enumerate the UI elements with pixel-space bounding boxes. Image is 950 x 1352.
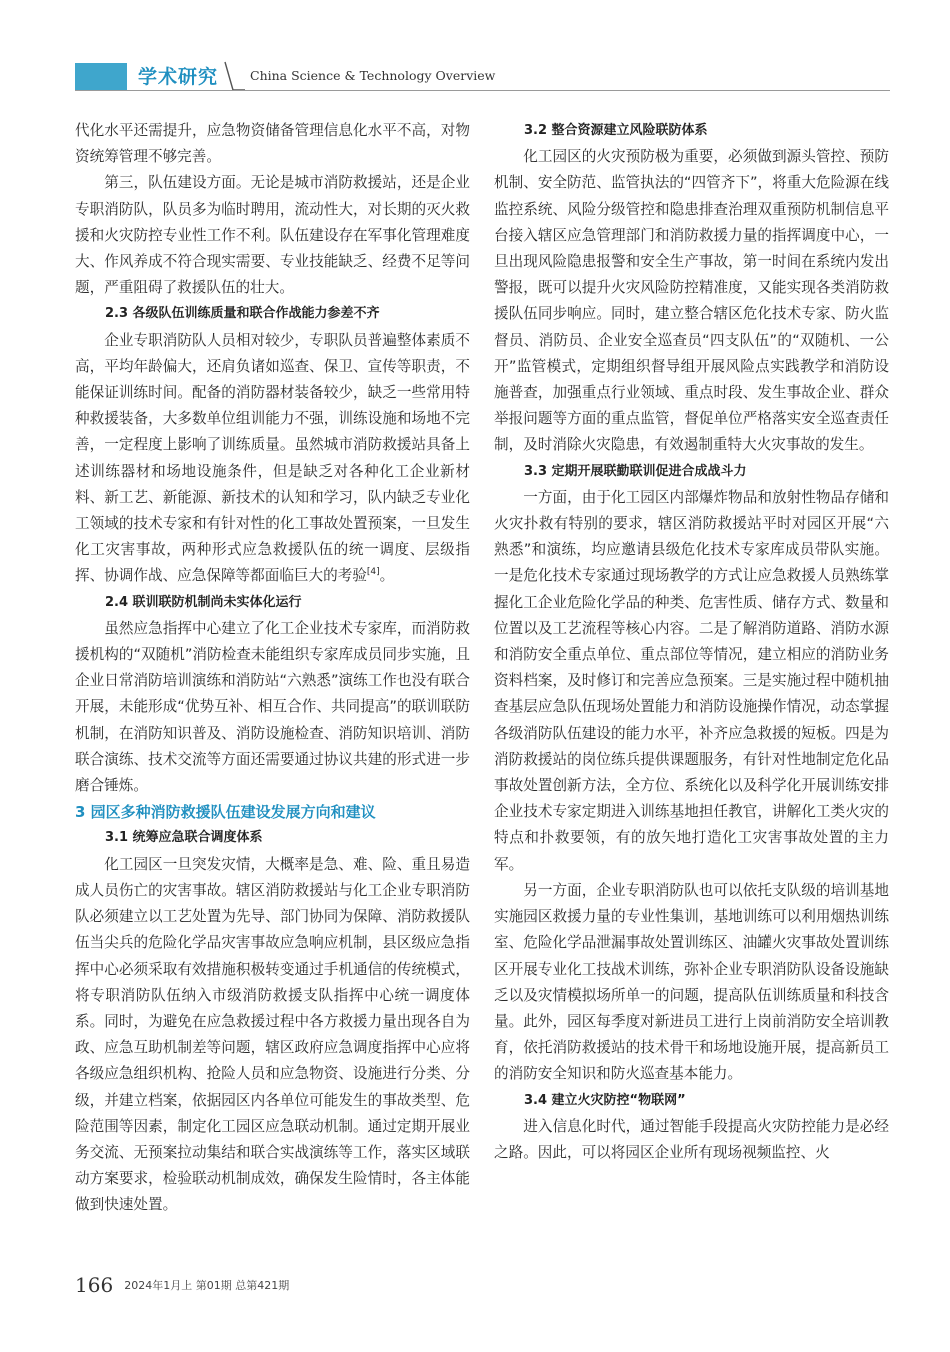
- paragraph: 另一方面，企业专职消防队也可以依托支队级的培训基地实施园区救援力量的专业性集训，基地训练可以利用烟热训练室、危险化学品泄漏事故处置训练区、油罐火灾事故处置训练区开展专业化工技战术训练，弥补企业专职消防队设备设施缺乏以及灾情模拟场所单一的问题，提高队伍训练质量和科技含量。此外，园区每季度对新进员工进行上岗前消防安全培训教育，依托消防救援站的技术骨干和场地设施开展，提高新员工的消防安全知识和防火巡查基本能力。: [494, 881, 889, 1083]
- journal-section-title: 学术研究: [138, 66, 219, 88]
- section-heading-3-4: 3.4 建立火灾防控“物联网”: [524, 1092, 686, 1108]
- issue-info: 2024年1月上 第01期 总第421期: [124, 1279, 290, 1292]
- header-color-block: [75, 63, 127, 90]
- left-column: [75, 118, 470, 1219]
- paragraph: 进入信息化时代，通过智能手段提高火灾防控能力是必经之路。因此，可以将园区企业所有现场视频监控、火: [494, 1117, 889, 1161]
- journal-name: China Science & Technology Overview: [250, 68, 496, 83]
- page-footer: [75, 1273, 289, 1297]
- header-rule: [75, 90, 890, 91]
- paragraph: [75, 328, 470, 590]
- section-heading-3: 3 园区多种消防救援队伍建设发展方向和建议: [75, 803, 376, 822]
- section-heading-3-1: 3.1 统筹应急联合调度体系: [105, 830, 263, 846]
- section-heading-3-3: 3.3 定期开展联勤联训促进合成战斗力: [524, 463, 747, 479]
- page-number: 166: [75, 1273, 114, 1297]
- paragraph: 一方面，由于化工园区内部爆炸物品和放射性物品存储和火灾扑救有特别的要求，辖区消防救援站平时对园区开展“六熟悉”和演练，均应邀请县级危化技术专家库成员带队实施。一是危化技术专家通过现场教学的方式让应急救援人员熟练掌握化工企业危险化学品的种类、危害性质、储存方式、数量和位置以及工艺流程等核心内容。二是了解消防道路、消防水源和消防安全重点单位、重点部位等情况，建立相应的消防业务资料档案，及时修订和完善应急预案。三是实施过程中随机抽查基层应急队伍现场处置能力和消防设施操作情况，动态掌握各级消防队伍建设的能力水平，补齐应急救援的短板。四是为消防救援站的岗位练兵提供课题服务，有针对性地制定危化品事故处置创新方法，全方位、系统化以及科学化开展训练安排企业技术专家定期进入训练基地担任教官，讲解化工类火灾的特点和扑救要领，有的放矢地打造化工灾害事故处置的主力军。: [494, 488, 889, 873]
- paragraph: 代化水平还需提升，应急物资储备管理信息化水平不高，对物资统筹管理不够完善。: [75, 122, 470, 166]
- paragraph-end: 。: [379, 567, 395, 585]
- page-header: [0, 0, 950, 100]
- header-divider-slash: [217, 60, 247, 92]
- right-column: [494, 118, 889, 1166]
- section-heading-2-3: 2.3 各级队伍训练质量和联合作战能力参差不齐: [105, 306, 380, 322]
- paragraph: 虽然应急指挥中心建立了化工企业技术专家库，而消防救援机构的“双随机”消防检查未能组织专家库成员同步实施，且企业日常消防培训演练和消防站“六熟悉”演练工作也没有联合开展，未能形成“优势互补、相互合作、共同提高”的联训联防机制，在消防知识普及、消防设施检查、消防知识培训、消防联合演练、技术交流等方面还需要通过协议共建的形式进一步磨合锤炼。: [75, 619, 470, 795]
- citation-ref[interactable]: [4]: [366, 567, 380, 578]
- paragraph: 化工园区的火灾预防极为重要，必须做到源头管控、预防机制、安全防范、监管执法的“四管齐下”，将重大危险源在线监控系统、风险分级管控和隐患排查治理双重预防机制信息平台接入辖区应急管理部门和消防救援力量的指挥调度中心，一旦出现风险隐患报警和安全生产事故，第一时间在系统内发出警报，既可以提升火灾风险防控精准度，又能实现各类消防救援队伍同步响应。同时，建立整合辖区危化技术专家、防火监督员、消防员、企业安全巡查员“四支队伍”的“双随机、一公开”监管模式，定期组织督导组开展风险点实践教学和消防设施普查，加强重点行业领域、重点时段、发生事故企业、群众举报问题等方面的重点监管，督促单位严格落实安全巡查责任制，及时消除火灾隐患，有效遏制重特大火灾事故的发生。: [494, 148, 889, 454]
- section-heading-3-2: 3.2 整合资源建立风险联防体系: [524, 123, 708, 138]
- paragraph-text: 企业专职消防队人员相对较少，专职队员普遍整体素质不高，平均年龄偏大，还肩负诸如巡查、保卫、宣传等职责，不能保证训练时间。配备的消防器材装备较少，缺乏一些常用特种救援装备，大多数单位组训能力不强，训练设施和场地不完善，一定程度上影响了训练质量。虽然城市消防救援站具备上述训练器材和场地设施条件，但是缺乏对各种化工企业新材料、新工艺、新能源、新技术的认知和学习，队内缺乏专业化工领域的技术专家和有针对性的化工事故处置预案，一旦发生化工灾害事故，两种形式应急救援队伍的统一调度、层级指挥、协调作战、应急保障等都面临巨大的考验: [75, 331, 470, 585]
- section-heading-2-4: 2.4 联训联防机制尚未实体化运行: [105, 594, 302, 610]
- paragraph: 第三，队伍建设方面。无论是城市消防救援站，还是企业专职消防队，队员多为临时聘用，流动性大，对长期的灭火救援和火灾防控专业性工作不利。队伍建设存在军事化管理难度大、作风养成不符合现实需要、专业技能缺乏、经费不足等问题，严重阻碍了救援队伍的壮大。: [75, 174, 470, 297]
- paragraph: 化工园区一旦突发灾情，大概率是急、难、险、重且易造成人员伤亡的灾害事故。辖区消防救援站与化工企业专职消防队必须建立以工艺处置为先导、部门协同为保障、消防救援队伍当尖兵的危险化学品灾害事故应急响应机制，县区级应急指挥中心必须采取有效措施积极转变通过手机通信的传统模式，将专职消防队伍纳入市级消防救援支队指挥中心统一调度体系。同时，为避免在应急救援过程中各方救援力量出现各自为政、应急互助机制差等问题，辖区政府应急调度指挥中心应将各级应急组织机构、抢险人员和应急物资、设施进行分类、分级，并建立档案，依据园区内各单位可能发生的事故类型、危险范围等因素，制定化工园区应急联动机制。通过定期开展业务交流、无预案拉动集结和联合实战演练等工作，落实区域联动方案要求，检验联动机制成效，确保发生险情时，各主体能做到快速处置。: [75, 855, 470, 1214]
